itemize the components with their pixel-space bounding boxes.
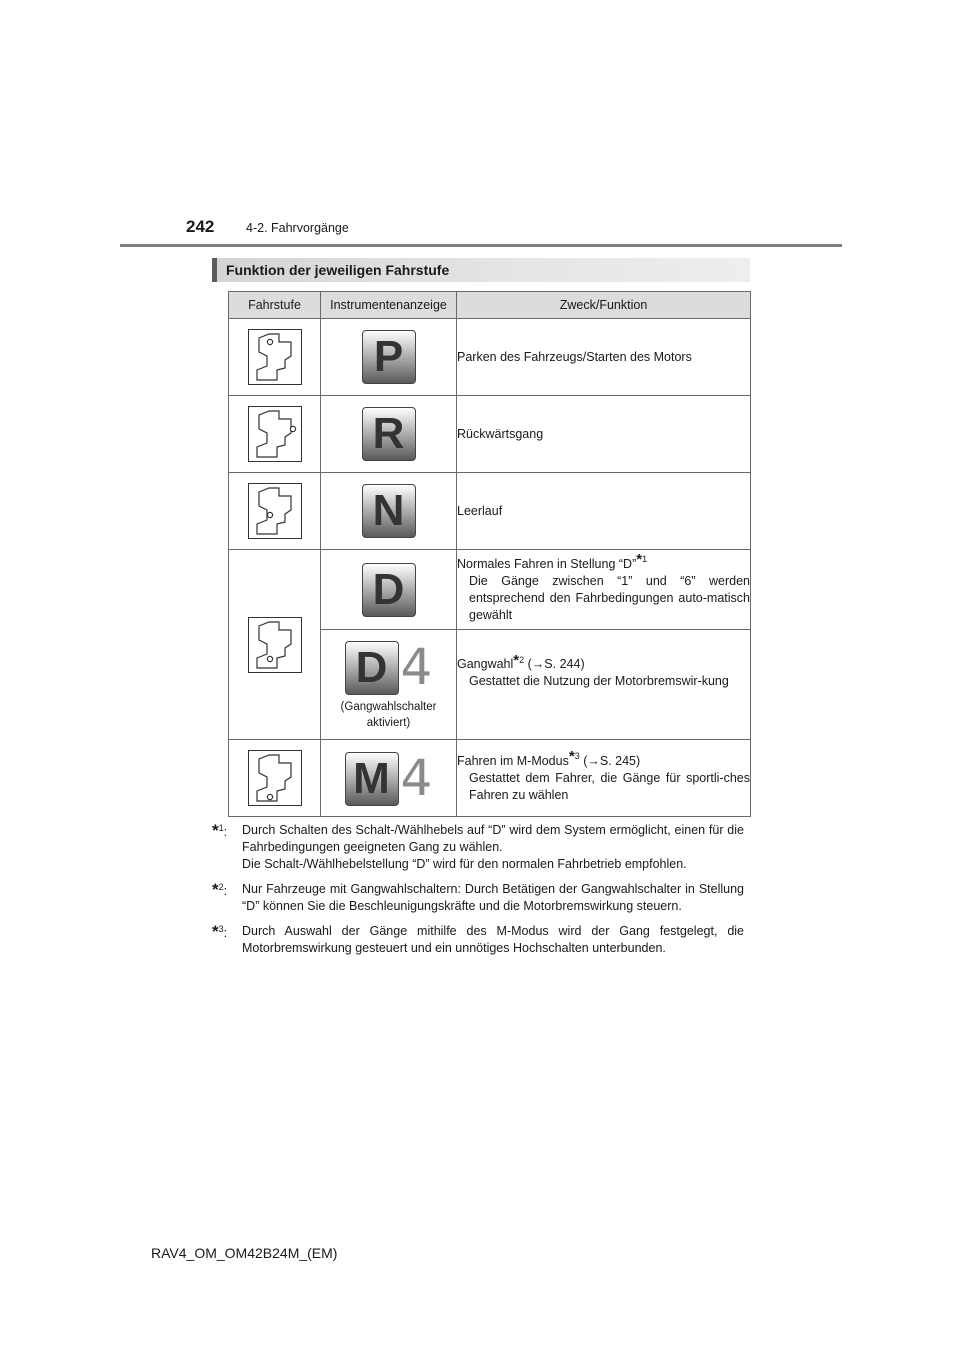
lever-knob <box>267 656 272 661</box>
lever-knob <box>267 512 272 517</box>
gear-d4-display-icon: D 4 <box>335 639 443 695</box>
page-reference: (→S. 244) <box>527 657 585 671</box>
table-row <box>229 740 751 817</box>
column-header: Fahrstufe <box>229 292 321 319</box>
footnote-marker: *$^3$: <box>212 922 228 941</box>
footnote-1: *$^1$: Durch Schalten des Schalt-/Wählhebels auf “D” wird dem System ermöglicht, einen für die Fahrbedingungen geeigneten Gang zu wählen. Die Schalt-/Wählhebelstellung “D” wird für den normalen Fahrbetrieb empfohlen. <box>212 821 744 871</box>
display-cell <box>321 473 457 550</box>
gear-p-display-icon: P <box>362 330 416 384</box>
function-detail: Gestattet die Nutzung der Motorbremswir-kung <box>469 674 729 688</box>
display-caption: (Gangwahlschalter aktiviert) <box>340 700 437 729</box>
function-cell: Parken des Fahrzeugs/Starten des Motors <box>457 319 751 396</box>
heading-bar <box>212 258 217 282</box>
display-cell <box>321 319 457 396</box>
table-header-row <box>229 292 751 319</box>
function-cell <box>457 630 751 740</box>
function-cell: Rückwärtsgang <box>457 396 751 473</box>
page-number: 242 <box>186 217 215 236</box>
lever-knob <box>267 339 272 344</box>
shift-lever-m-icon <box>248 750 302 806</box>
footnote-ref: *2 <box>513 651 525 669</box>
shift-lever-r-icon <box>248 406 302 462</box>
header-rule <box>120 244 842 247</box>
footnote-3: *$^3$: Durch Auswahl der Gänge mithilfe des M-Modus wird der Gang festgelegt, die Motorbremswirkung gesteuert und ein unnötiges Hochschalten unterbunden. <box>212 922 744 955</box>
shift-lever-p-icon <box>248 329 302 385</box>
page-reference: (→S. 245) <box>583 753 641 768</box>
function-cell <box>457 550 751 630</box>
footnote-ref: *1 <box>636 551 648 569</box>
lever-knob <box>290 426 295 431</box>
function-title: Gangwahl <box>457 657 514 671</box>
gear-m4-display-icon: M 4 <box>335 750 443 806</box>
section-title: 4-2. Fahrvorgänge <box>246 221 349 235</box>
lever-knob <box>267 794 272 799</box>
footnote-2: *$^2$: Nur Fahrzeuge mit Gangwahlschaltern: Durch Betätigen der Gangwahlschalter in Stellung “D” können Sie die Beschleunigungskräfte und die Motorbremswirkung steuern. <box>212 880 744 913</box>
function-title: Normales Fahren in Stellung “D” <box>457 556 637 571</box>
lever-cell <box>229 319 321 396</box>
lever-cell <box>229 396 321 473</box>
footnote-marker: *$^2$: <box>212 880 228 899</box>
gear-r-display-icon: R <box>362 407 416 461</box>
shift-lever-d-icon <box>248 617 302 673</box>
column-header: Zweck/Funktion <box>457 292 751 319</box>
gear-d-display-icon: D <box>362 563 416 617</box>
table-row <box>229 550 751 630</box>
display-cell <box>321 630 457 740</box>
heading-text: Funktion der jeweiligen Fahrstufe <box>226 262 450 278</box>
function-cell <box>457 740 751 817</box>
footnotes <box>212 822 744 965</box>
lever-cell <box>229 740 321 817</box>
function-detail: Gestattet dem Fahrer, die Gänge für sportli-ches Fahren zu wählen <box>469 770 750 802</box>
gear-function-table <box>228 291 751 817</box>
gear-n-display-icon: N <box>362 484 416 538</box>
function-title: Fahren im M-Modus <box>457 753 569 768</box>
lever-cell <box>229 473 321 550</box>
display-cell <box>321 740 457 817</box>
shift-lever-n-icon <box>248 483 302 539</box>
footnote-ref: *3 <box>568 748 580 766</box>
section-heading <box>212 258 750 282</box>
table-row <box>229 396 751 473</box>
document-code: RAV4_OM_OM42B24M_(EM) <box>151 1245 338 1261</box>
function-cell: Leerlauf <box>457 473 751 550</box>
footnote-marker: *$^1$: <box>212 821 228 840</box>
column-header: Instrumentenanzeige <box>321 292 457 319</box>
lever-cell <box>229 550 321 740</box>
display-cell <box>321 550 457 630</box>
function-detail: Die Gänge zwischen “1” und “6” werden entsprechend den Fahrbedingungen auto-matisch gewählt <box>469 573 750 622</box>
table-row <box>229 319 751 396</box>
display-cell <box>321 396 457 473</box>
table-row <box>229 473 751 550</box>
